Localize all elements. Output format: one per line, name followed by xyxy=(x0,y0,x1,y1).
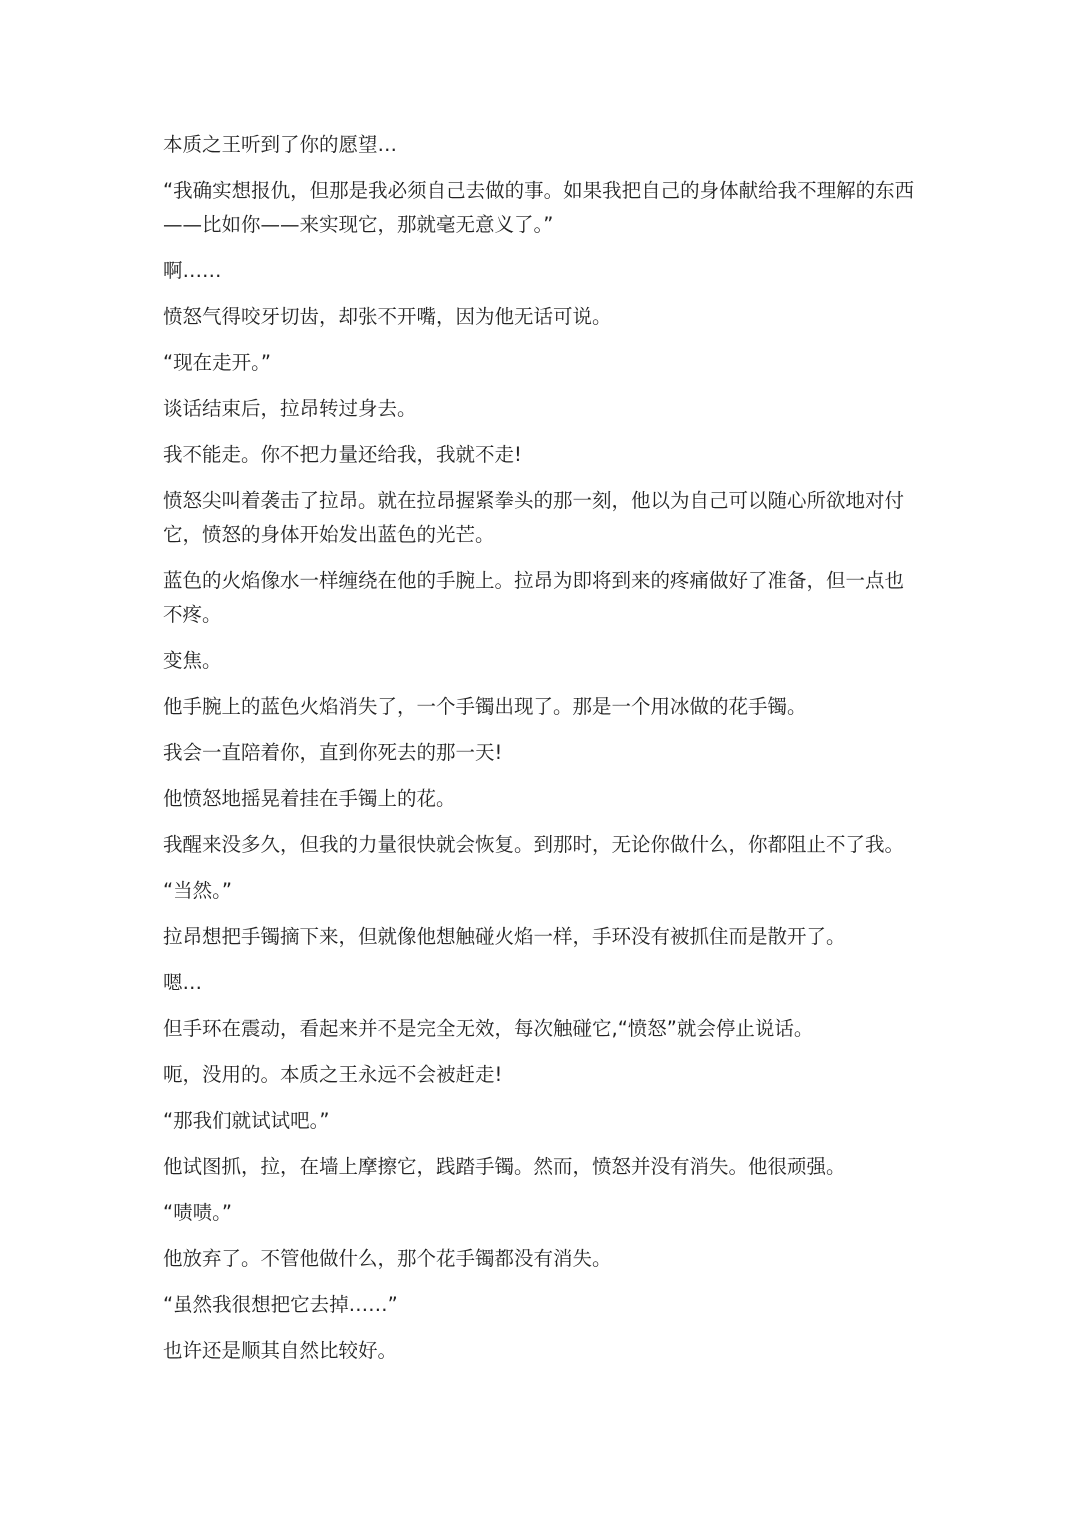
paragraph: 他手腕上的蓝色火焰消失了，一个手镯出现了。那是一个用冰做的花手镯。 xyxy=(163,695,807,718)
paragraph: 我不能走。你不把力量还给我，我就不走! xyxy=(163,443,522,466)
paragraph: 他放弃了。不管他做什么，那个花手镯都没有消失。 xyxy=(163,1247,612,1270)
paragraph: “我确实想报仇，但那是我必须自己去做的事。如果我把自己的身体献给我不理解的东西——比如你——来实现它，那就毫无意义了。” xyxy=(163,179,915,236)
paragraph: “啧啧。” xyxy=(163,1201,232,1224)
paragraph: 愤怒尖叫着袭击了拉昂。就在拉昂握紧拳头的那一刻，他以为自己可以随心所欲地对付它，愤怒的身体开始发出蓝色的光芒。 xyxy=(163,489,905,546)
paragraph: 拉昂想把手镯摘下来，但就像他想触碰火焰一样，手环没有被抓住而是散开了。 xyxy=(163,925,846,948)
paragraph: 也许还是顺其自然比较好。 xyxy=(163,1339,398,1362)
paragraph: 变焦。 xyxy=(163,649,222,672)
paragraph: 愤怒气得咬牙切齿，却张不开嘴，因为他无话可说。 xyxy=(163,305,612,328)
paragraph: 蓝色的火焰像水一样缠绕在他的手腕上。拉昂为即将到来的疼痛做好了准备，但一点也不疼。 xyxy=(163,569,905,626)
paragraph: “那我们就试试吧。” xyxy=(163,1109,330,1132)
paragraph: 呃，没用的。本质之王永远不会被赶走! xyxy=(163,1063,503,1086)
paragraph: 我会一直陪着你，直到你死去的那一天! xyxy=(163,741,503,764)
paragraph: “现在走开。” xyxy=(163,351,271,374)
paragraph: 他愤怒地摇晃着挂在手镯上的花。 xyxy=(163,787,456,810)
paragraph: 本质之王听到了你的愿望… xyxy=(163,133,398,156)
paragraph: 但手环在震动，看起来并不是完全无效，每次触碰它,“愤怒”就会停止说话。 xyxy=(163,1017,814,1040)
paragraph: 啊…… xyxy=(163,259,222,282)
paragraph: 嗯… xyxy=(163,971,203,994)
paragraph: “虽然我很想把它去掉……” xyxy=(163,1293,398,1316)
paragraph: 谈话结束后，拉昂转过身去。 xyxy=(163,397,417,420)
document-body xyxy=(163,128,923,1380)
paragraph: 我醒来没多久，但我的力量很快就会恢复。到那时，无论你做什么，你都阻止不了我。 xyxy=(163,833,905,856)
paragraph: “当然。” xyxy=(163,879,232,902)
paragraph: 他试图抓，拉，在墙上摩擦它，践踏手镯。然而，愤怒并没有消失。他很顽强。 xyxy=(163,1155,846,1178)
